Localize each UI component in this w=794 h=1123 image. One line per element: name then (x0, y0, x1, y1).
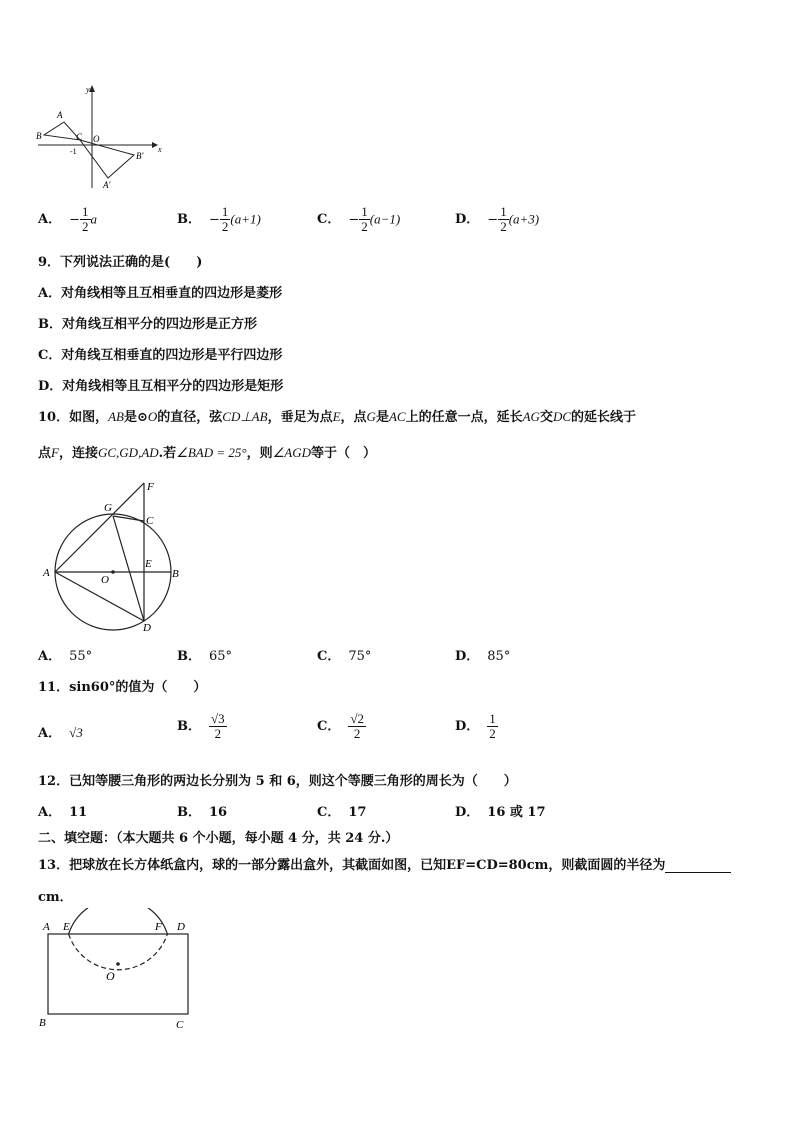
label-d: D (143, 622, 151, 634)
label-ap: A′ (103, 180, 111, 190)
q13-stem: 13．把球放在长方体纸盒内，球的一部分露出盒外，其截面如图，已知EF=CD=80cm，则截面圆的半径为 (38, 854, 731, 873)
q9-option-d[interactable]: D．对角线相等且互相平分的四边形是矩形 (38, 379, 284, 394)
q12-stem: 12．已知等腰三角形的两边长分别为 5 和 6，则这个等腰三角形的周长为（ ） (38, 774, 517, 789)
q8-option-d[interactable]: D． − $\frac{1}{2}$ (a+3) (455, 204, 540, 235)
q9-stem: 9．下列说法正确的是( ) (38, 255, 203, 270)
label-g: G (104, 502, 112, 514)
label-f: F (147, 481, 154, 493)
q10-option-b[interactable]: B． 65° (177, 649, 233, 664)
fraction: $\frac{1}{2}$ (82, 204, 89, 235)
label-a: A (43, 567, 50, 579)
label-e: E (145, 558, 152, 570)
line-gd (113, 516, 144, 621)
label-y: y (86, 85, 90, 94)
q12-option-c[interactable]: C． 17 (317, 805, 367, 820)
q13-unit: cm． (38, 890, 73, 905)
q12-option-a[interactable]: A． 11 (38, 805, 88, 820)
q11-option-c[interactable]: C． $\frac{√2}{2}$ (317, 711, 364, 742)
label-e: E (63, 921, 70, 933)
label-o: O (101, 574, 109, 586)
label-d: D (177, 921, 185, 933)
label-c: C (76, 132, 83, 142)
label-b: B (172, 568, 179, 580)
fraction: $\frac{1}{2}$ (489, 711, 496, 742)
label-b: B (39, 1017, 46, 1029)
box-rect (48, 934, 188, 1014)
fraction: $\frac{√2}{2}$ (350, 711, 364, 742)
label-a: A (43, 921, 50, 933)
q11-option-a[interactable]: A． √3 (38, 725, 83, 741)
q11-option-d[interactable]: D． $\frac{1}{2}$ (455, 711, 496, 742)
q8-figure (30, 80, 170, 195)
triangle-abc (44, 122, 80, 140)
section-title: 二、填空题：（本大题共 6 个小题，每小题 4 分，共 24 分.） (38, 831, 399, 846)
label-c: C (176, 1019, 184, 1031)
q9-option-c[interactable]: C．对角线互相垂直的四边形是平行四边形 (38, 348, 283, 363)
y-axis-arrow (89, 85, 95, 92)
q10-option-a[interactable]: A． 55° (38, 649, 93, 664)
line-gc (113, 516, 144, 521)
q11-option-b[interactable]: B． $\frac{√3}{2}$ (177, 711, 225, 742)
center-o (111, 570, 115, 574)
q9-option-b[interactable]: B．对角线互相平分的四边形是正方形 (38, 317, 257, 332)
label-f: F (155, 921, 162, 933)
q10-figure (38, 475, 188, 635)
answer-blank[interactable] (665, 860, 731, 873)
fraction: $\frac{√3}{2}$ (211, 711, 225, 742)
triangle-ap-bp-c (80, 140, 134, 178)
line-af (55, 483, 144, 572)
q8-option-a[interactable]: A． − $\frac{1}{2}$ a (38, 204, 97, 235)
q12-option-d[interactable]: D． 16 或 17 (455, 805, 546, 820)
q10-stem-line2: 点F，连接GC,GD,AD.若∠BAD = 25°，则∠AGD等于（ ） (38, 445, 376, 461)
fraction: $\frac{1}{2}$ (221, 204, 229, 235)
q10-option-c[interactable]: C． 75° (317, 649, 372, 664)
label-a: A (57, 110, 63, 120)
label-x: x (158, 145, 162, 154)
ball-arc-outside (69, 908, 168, 934)
label-b: B (36, 131, 42, 141)
center-o (116, 962, 120, 966)
q10-option-d[interactable]: D． 85° (455, 649, 511, 664)
fraction: $\frac{1}{2}$ (361, 204, 368, 235)
q11-stem: 11．sin60°的值为（ ） (38, 680, 207, 695)
q8-option-c[interactable]: C． − $\frac{1}{2}$ (a−1) (317, 204, 401, 235)
label-bp: B′ (136, 151, 144, 161)
q10-stem-line1: 10．如图，AB是⊙O的直径，弦CD⊥AB，垂足为点E，点G是AC上的任意一点，延长AG交DC的延长线于 (38, 409, 637, 425)
q9-option-a[interactable]: A．对角线相等且互相垂直的四边形是菱形 (38, 286, 283, 301)
label-c: C (146, 515, 154, 527)
q12-option-b[interactable]: B． 16 (177, 805, 228, 820)
line-ad (55, 572, 144, 621)
q13-figure (35, 908, 200, 1033)
label-neg1: -1 (70, 147, 77, 156)
fraction: $\frac{1}{2}$ (500, 204, 507, 235)
label-o: O (106, 969, 115, 983)
q8-option-b[interactable]: B． − $\frac{1}{2}$ (a+1) (177, 204, 261, 235)
label-o: O (93, 134, 100, 144)
